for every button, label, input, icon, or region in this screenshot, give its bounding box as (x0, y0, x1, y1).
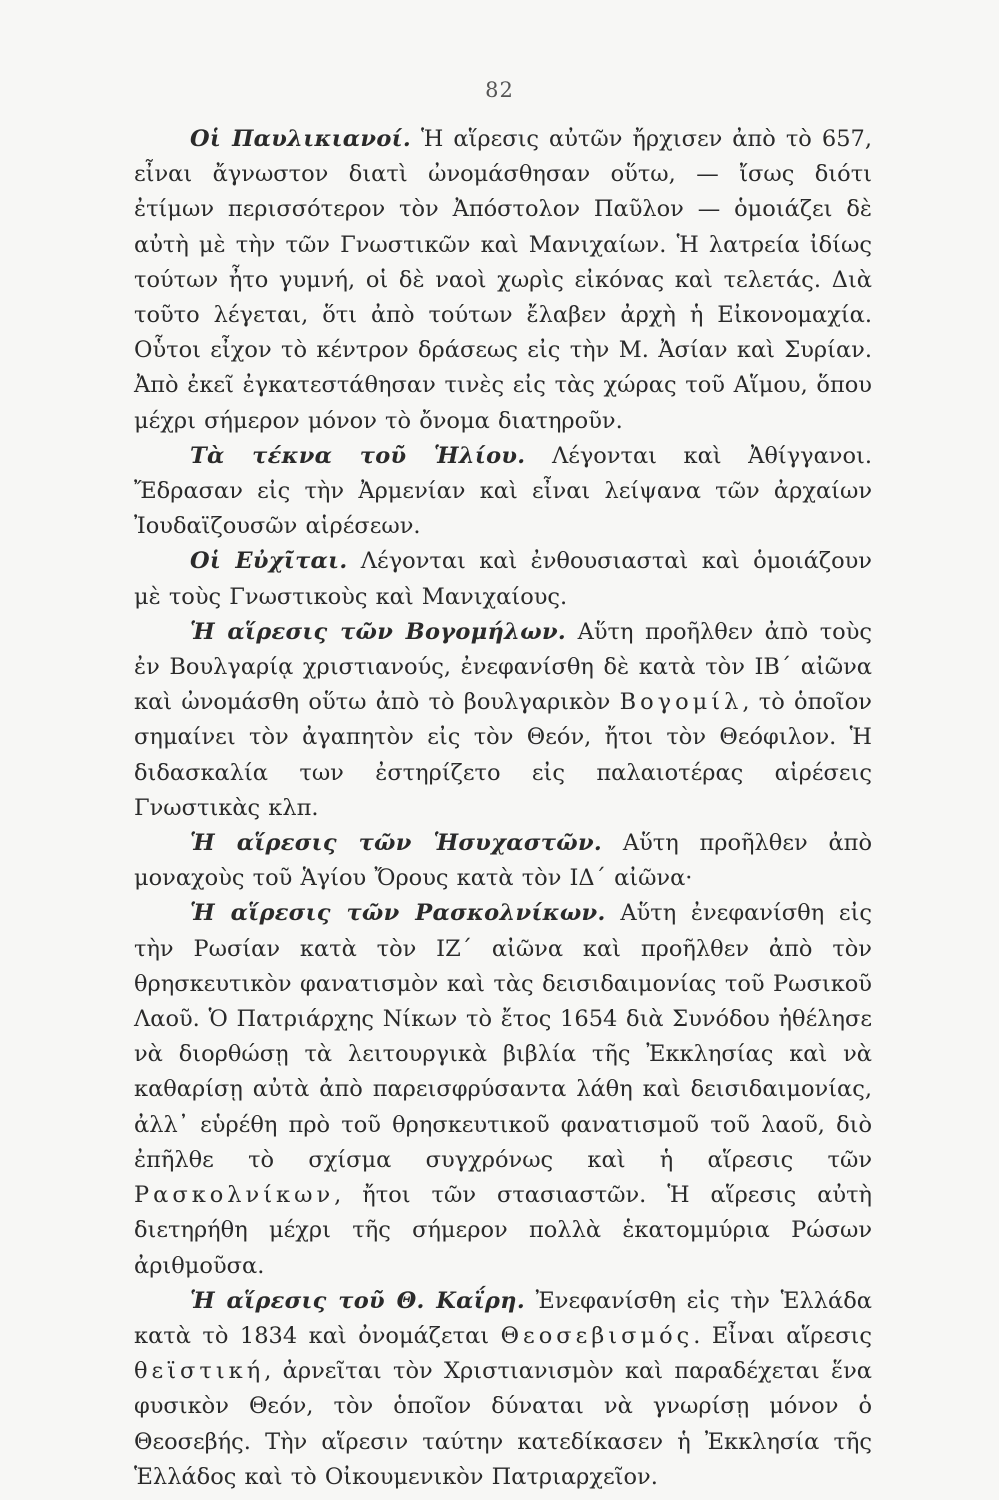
paragraph-bogomils (134, 615, 872, 826)
paragraph-text: Λέγονται καὶ ἐνθουσιασταὶ καὶ ὁμοιάζουν μὲ τοὺς Γνωστικοὺς καὶ Μανιχαίους. (134, 548, 872, 610)
paragraph-raskolniks (134, 896, 872, 1283)
paragraph-euchites (134, 544, 872, 614)
heading-bogomils: Ἡ αἵρεσις τῶν Βογομήλων. (190, 618, 567, 645)
paragraph-kairis (134, 1284, 872, 1495)
paragraph-children-of-sun (134, 439, 872, 545)
paragraph-hesychasts (134, 826, 872, 896)
spaced-term: Θεοσεβισμός (500, 1322, 694, 1349)
paragraph-text: Ἡ αἵρεσις αὐτῶν ἤρχισεν ἀπὸ τὸ 657, εἶναι ἄγνωστον διατὶ ὠνομάσθησαν οὕτω, — ἴσως διότι ἐτίμων περισσότερον τὸν Ἀπόστολον Παῦλον — ὁμοιάζει δὲ αὐτὴ μὲ τὴν τῶν Γνωστικῶν καὶ Μανιχαίων. Ἡ λατρεία ἰδίως τούτων ἦτο γυμνή, οἱ δὲ ναοὶ χωρὶς εἰκόνας καὶ τελετάς. Διὰ τοῦτο λέγεται, ὅτι ἀπὸ τούτων ἔλαβεν ἀρχὴ ἡ Εἰκονομαχία. Οὗτοι εἶχον τὸ κέντρον δράσεως εἰς τὴν Μ. Ἀσίαν καὶ Συρίαν. Ἀπὸ ἐκεῖ ἐγκατεστάθησαν τινὲς εἰς τὰς χώρας τοῦ Αἵμου, ὅπου μέχρι σήμερον μόνον τὸ ὄνομα διατηροῦν. (134, 126, 872, 434)
heading-children-of-sun: Τὰ τέκνα τοῦ Ἡλίου. (190, 442, 526, 469)
heading-euchites: Οἱ Εὐχῖται. (190, 548, 348, 575)
paragraph-text: Αὕτη ἐνεφανίσθη εἰς τὴν Ρωσίαν κατὰ τὸν ΙΖ΄ αἰῶνα καὶ προῆλθεν ἀπὸ τὸν θρησκευτικὸν φανατισμὸν καὶ τὰς δεισιδαιμονίας τοῦ Ρωσικοῦ Λαοῦ. Ὁ Πατριάρχης Νίκων τὸ ἔτος 1654 διὰ Συνόδου ἠθέλησε νὰ διορθώσῃ τὰ λειτουργικὰ βιβλία τῆς Ἐκκλησίας καὶ νὰ καθαρίσῃ αὐτὰ ἀπὸ παρεισφρύσαντα λάθη καὶ δεισιδαιμονίας, ἀλλ᾽ εὑρέθη πρὸ τοῦ θρησκευτικοῦ φανατισμοῦ τοῦ λαοῦ, διὸ ἐπῆλθε τὸ σχίσμα συγχρόνως καὶ ἡ αἵρεσις τῶν (134, 900, 872, 1173)
spaced-term: θεϊστική (134, 1358, 265, 1385)
paragraph-text: Αὕτη προῆλθεν ἀπὸ τοὺς ἐν Βουλγαρίᾳ χριστιανούς, ἐνεφανίσθη δὲ κατὰ τὸν ΙΒ΄ αἰῶνα καὶ ὠνομάσθη οὕτω ἀπὸ τὸ βουλγαρικὸν (134, 618, 873, 716)
page-body (134, 122, 872, 1495)
spaced-term: Βογομίλ (619, 689, 743, 716)
heading-paulicians: Οἱ Παυλικιανοί. (190, 126, 411, 152)
paragraph-text: . Εἶναι αἵρεσις (693, 1322, 872, 1349)
heading-raskolniks: Ἡ αἵρεσις τῶν Ρασκολνίκων. (190, 900, 606, 927)
paragraph-text: , τὸ ὁποῖον σημαίνει τὸν ἀγαπητὸν εἰς τὸν Θεόν, ἤτοι τὸν Θεόφιλον. Ἡ διδασκαλία των ἐστηρίζετο εἰς παλαιοτέρας αἱρέσεις Γνωστικὰς κλπ. (134, 689, 872, 821)
paragraph-text: Λέγονται καὶ Ἀθίγγανοι. Ἔδρασαν εἰς τὴν Ἀρμενίαν καὶ εἶναι λείψανα τῶν ἀρχαίων Ἰουδαϊζουσῶν αἱρέσεων. (134, 442, 872, 540)
heading-kairis: Ἡ αἵρεσις τοῦ Θ. Καΐρη. (190, 1287, 525, 1314)
spaced-term: Ρασκολνίκων (134, 1182, 335, 1209)
paragraph-paulicians (134, 122, 872, 439)
paragraph-text: Αὕτη προῆλθεν ἀπὸ μοναχοὺς τοῦ Ἁγίου Ὄρους κατὰ τὸν ΙΔ΄ αἰῶνα· (134, 830, 872, 892)
heading-hesychasts: Ἡ αἵρεσις τῶν Ἡσυχαστῶν. (190, 830, 603, 857)
page-number: 82 (485, 78, 514, 102)
paragraph-text: , ἤτοι τῶν στασιαστῶν. Ἡ αἵρεσις αὐτὴ διετηρήθη μέχρι τῆς σήμερον πολλὰ ἑκατομμύρια Ρώσων ἀριθμοῦσα. (134, 1182, 872, 1279)
paragraph-text: , ἀρνεῖται τὸν Χριστιανισμὸν καὶ παραδέχεται ἕνα φυσικὸν Θεόν, τὸν ὁποῖον δύναται νὰ γνωρίσῃ μόνον ὁ Θεοσεβής. Τὴν αἵρεσιν ταύτην κατεδίκασεν ἡ Ἐκκλησία τῆς Ἑλλάδος καὶ τὸ Οἰκουμενικὸν Πατριαρχεῖον. (134, 1358, 872, 1490)
paragraph-text: Ἐνεφανίσθη εἰς τὴν Ἑλλάδα κατὰ τὸ 1834 καὶ ὀνομάζεται (134, 1287, 872, 1349)
